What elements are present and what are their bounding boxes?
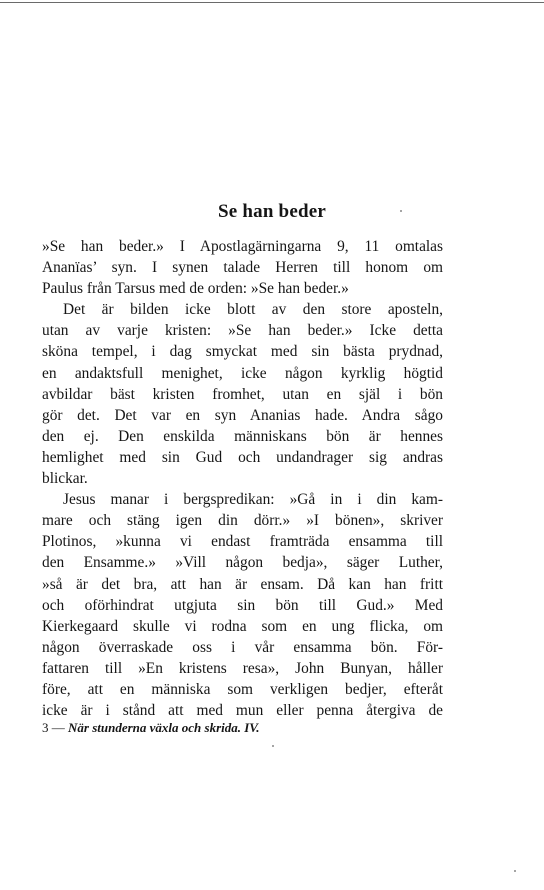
text-line: mare och stäng igen din dörr.» »I bönen», skriver: [42, 512, 443, 530]
chapter-heading: Se han beder: [218, 201, 326, 222]
book-title: När stunderna växla och skrida.: [68, 720, 241, 735]
text-line: avbildar bäst kristen fromhet, utan en själ i bön: [42, 385, 443, 403]
text-line: blickar.: [42, 470, 88, 488]
text-line: »Se han beder.» I Apostlagärningarna 9, 11 omtalas: [42, 238, 443, 255]
text-line: någon överraskade oss i vår ensamma bön. För-: [42, 638, 443, 656]
text-line: den ej. Den enskilda människans bön är hennes: [42, 427, 443, 445]
text-line: Paulus från Tarsus med de orden: »Se han beder.»: [42, 280, 349, 298]
text-line: sköna tempel, i dag smyckat med sin bästa prydnad,: [42, 343, 443, 361]
signature-footer: [42, 720, 260, 736]
volume-number: IV.: [244, 720, 260, 735]
signature-number: 3: [42, 720, 49, 735]
footer-dash: —: [51, 720, 65, 735]
text-line: och oförhindrat utgjuta sin bön till Gud.» Med: [42, 596, 443, 614]
text-line: Jesus manar i bergspredikan: »Gå in i din kam-: [63, 491, 443, 509]
text-line: fattaren till »En kristens resa», John Bunyan, håller: [42, 659, 443, 677]
text-line: icke är i stånd att med mun eller penna återgiva de: [42, 702, 443, 720]
top-edge-rule: [0, 2, 544, 3]
text-line: Det är bilden icke blott av den store aposteln,: [63, 301, 443, 319]
text-line: utan av varje kristen: »Se han beder.» Icke detta: [42, 322, 443, 340]
text-line: den Ensamme.» »Vill någon bedja», säger Luther,: [42, 554, 443, 572]
text-line: före, att en människa som verkligen bedjer, efteråt: [42, 680, 443, 698]
print-speck: [272, 745, 274, 747]
text-line: Plotinos, »kunna vi endast framträda ensamma till: [42, 533, 443, 551]
text-line: Kierkegaard skulle vi rodna som en ung flicka, om: [42, 617, 443, 635]
text-line: Ananïas’ syn. I synen talade Herren till honom om: [42, 259, 443, 277]
print-speck: [400, 210, 402, 212]
text-line: »så är det bra, att han är ensam. Då kan han fritt: [42, 575, 443, 593]
text-line: en andaktsfull menighet, icke någon kyrklig högtid: [42, 364, 443, 382]
print-speck: [514, 870, 516, 872]
body-text: [42, 236, 443, 721]
text-line: gör det. Det var en syn Ananias hade. Andra sågo: [42, 406, 443, 424]
text-line: hemlighet med sin Gud och undandrager sig andras: [42, 448, 443, 466]
